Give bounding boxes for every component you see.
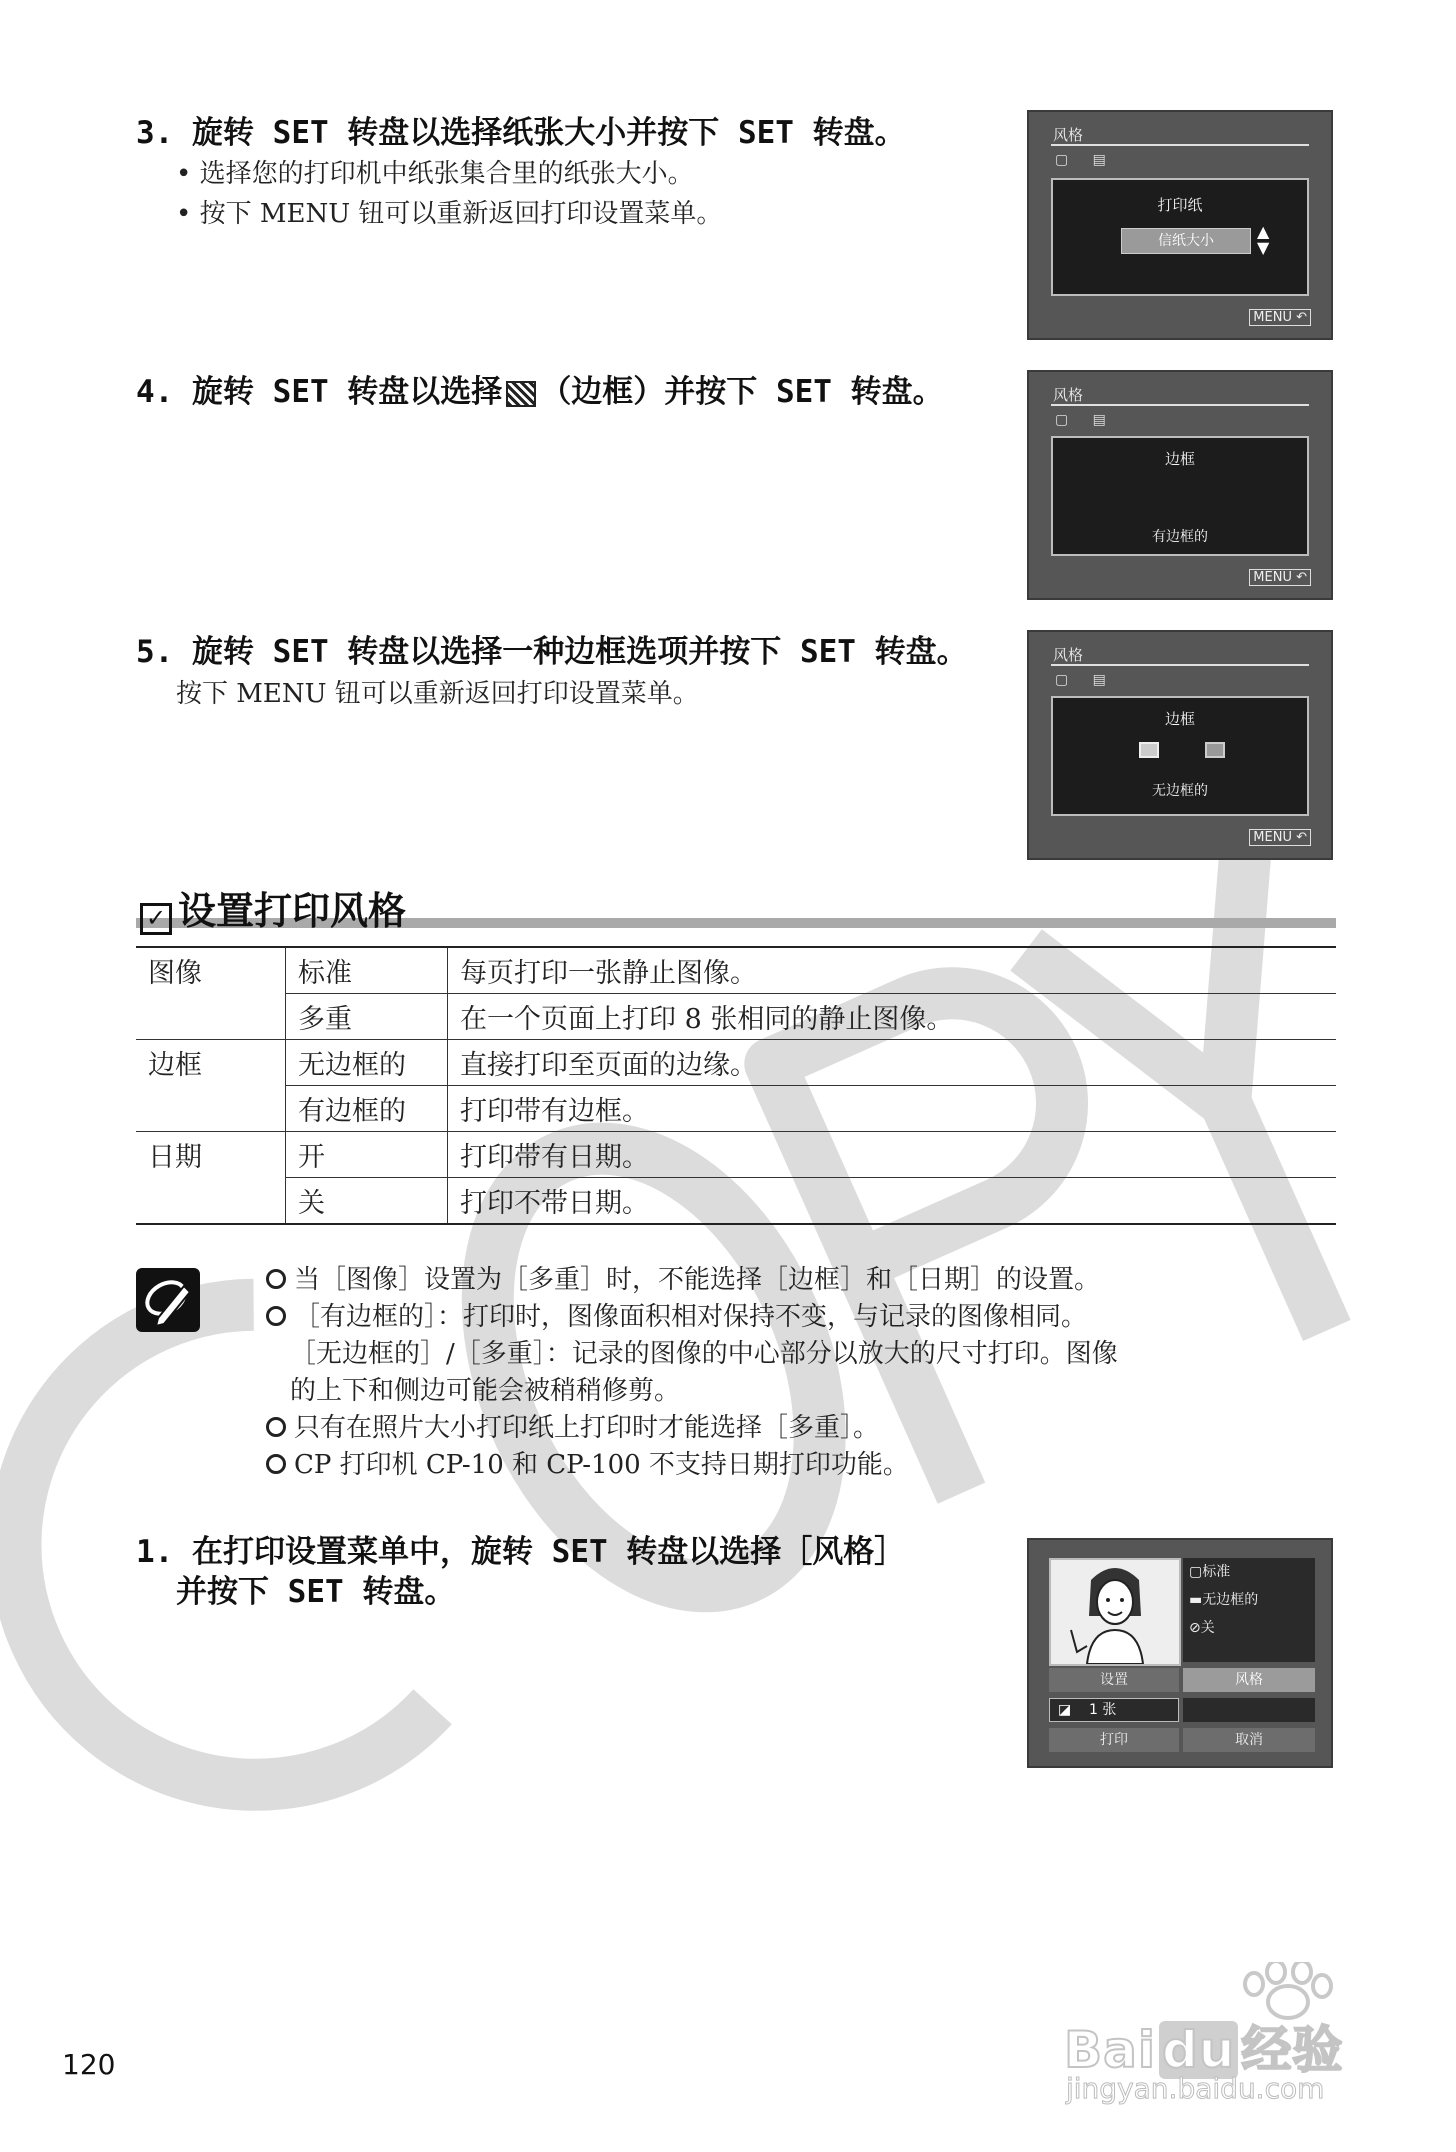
table-desc-cell: 在一个页面上打印 8 张相同的静止图像。 (448, 994, 1337, 1040)
step-5-title: 5. 旋转 SET 转盘以选择一种边框选项并按下 SET 转盘。 (136, 634, 968, 670)
style-option-date: ⊘关 (1189, 1620, 1215, 1636)
paper-size-value: 信纸大小 (1121, 228, 1251, 254)
circle-bullet-icon (266, 1454, 286, 1474)
cancel-button[interactable]: 取消 (1183, 1728, 1315, 1752)
lcd-header: 风格 (1053, 126, 1084, 144)
table-desc-cell: 打印带有边框。 (448, 1086, 1337, 1132)
lcd-title: 打印纸 (1157, 196, 1203, 214)
circle-bullet-icon (266, 1269, 286, 1289)
table-option-cell: 有边框的 (286, 1086, 448, 1132)
blank-cell (1183, 1698, 1315, 1722)
table-row (136, 1086, 1336, 1132)
table-desc-cell: 打印不带日期。 (448, 1178, 1337, 1225)
table-group-cell (136, 1178, 286, 1225)
table-option-cell: 开 (286, 1132, 448, 1178)
table-row (136, 1178, 1336, 1225)
table-row (136, 1132, 1336, 1178)
settings-button[interactable]: 设置 (1049, 1668, 1179, 1692)
table-option-cell: 无边框的 (286, 1040, 448, 1086)
bordered-icon (1205, 742, 1225, 758)
step-3-bullet-2: • 按下 MENU 钮可以重新返回打印设置菜单。 (176, 199, 723, 229)
step-3-title: 3. 旋转 SET 转盘以选择纸张大小并按下 SET 转盘。 (136, 115, 906, 151)
note-2b: ［无边框的］/［多重］：记录的图像的中心部分以放大的尺寸打印。图像 (290, 1339, 1118, 1369)
checkbox-icon: ✓ (140, 903, 172, 935)
style-option-border: ▬无边框的 (1189, 1592, 1259, 1608)
borderless-icon (1139, 742, 1159, 758)
menu-back-icon: MENU ↶ (1249, 309, 1311, 326)
step-4-title: 4. 旋转 SET 转盘以选择 （边框）并按下 SET 转盘。 (136, 374, 944, 410)
note-3: 只有在照片大小打印纸上打印时才能选择［多重］。 (266, 1410, 1118, 1447)
section-title: ✓ 设置打印风格 (140, 880, 406, 935)
table-row (136, 947, 1336, 994)
menu-back-icon: MENU ↶ (1249, 829, 1311, 846)
copies-field[interactable]: ◪ 1 张 (1049, 1698, 1179, 1722)
lcd-header: 风格 (1053, 386, 1084, 404)
note-2: ［有边框的］：打印时，图像面积相对保持不变，与记录的图像相同。 (266, 1299, 1118, 1336)
baidu-url: jingyan.baidu.com (1066, 2072, 1325, 2105)
table-group-cell: 日期 (136, 1132, 286, 1178)
style-option-image: ▢标准 (1189, 1564, 1231, 1580)
table-desc-cell: 每页打印一张静止图像。 (448, 947, 1337, 994)
photo-thumbnail (1049, 1558, 1181, 1666)
style-options-panel (1183, 1558, 1315, 1662)
lcd-value: 无边框的 (1152, 783, 1208, 799)
baidu-brand-text: Bai du 经验 (1064, 2021, 1344, 2079)
paper-icons: ▢ ▤ (1055, 672, 1116, 688)
baidu-jingyan-logo (1058, 1962, 1418, 2112)
lcd-value: 有边框的 (1152, 529, 1208, 545)
paper-icons: ▢ ▤ (1055, 412, 1116, 428)
table-group-cell: 边框 (136, 1040, 286, 1086)
lcd-title: 边框 (1164, 710, 1195, 728)
page-number: 120 (62, 2048, 116, 2081)
paper-icons: ▢ ▤ (1055, 152, 1116, 168)
note-1: 当［图像］设置为［多重］时，不能选择［边框］和［日期］的设置。 (266, 1262, 1118, 1299)
table-option-cell: 关 (286, 1178, 448, 1225)
lcd-paper-size-screen (1027, 110, 1333, 340)
border-option-icon: ▬ (1189, 1592, 1203, 1608)
lcd-border-screen-2 (1027, 630, 1333, 860)
copies-icon: ◪ (1058, 1702, 1072, 1718)
step-1-title-line1: 1. 在打印设置菜单中，旋转 SET 转盘以选择［风格］ (136, 1534, 906, 1570)
table-row (136, 994, 1336, 1040)
table-group-cell (136, 1086, 286, 1132)
table-row (136, 1040, 1336, 1086)
style-button[interactable]: 风格 (1183, 1668, 1315, 1692)
table-option-cell: 标准 (286, 947, 448, 994)
step-5-sub: 按下 MENU 钮可以重新返回打印设置菜单。 (176, 679, 699, 709)
lcd-title: 边框 (1164, 450, 1195, 468)
date-icon: ⊘ (1189, 1620, 1201, 1636)
up-down-icon: ▲ ▼ (1257, 222, 1270, 257)
table-option-cell: 多重 (286, 994, 448, 1040)
table-group-cell: 图像 (136, 947, 286, 994)
print-button[interactable]: 打印 (1049, 1728, 1179, 1752)
table-desc-cell: 打印带有日期。 (448, 1132, 1337, 1178)
note-4: CP 打印机 CP-10 和 CP-100 不支持日期打印功能。 (266, 1447, 1118, 1484)
step-1-title-line2: 并按下 SET 转盘。 (176, 1574, 456, 1610)
step-3-bullet-1: • 选择您的打印机中纸张集合里的纸张大小。 (176, 159, 694, 189)
note-2c: 的上下和侧边可能会被稍稍修剪。 (290, 1376, 681, 1406)
note-pencil-icon (136, 1268, 200, 1332)
menu-back-icon: MENU ↶ (1249, 569, 1311, 586)
single-image-icon: ▢ (1189, 1564, 1203, 1580)
table-desc-cell: 直接打印至页面的边缘。 (448, 1040, 1337, 1086)
border-icon (506, 381, 536, 407)
lcd-border-screen-1 (1027, 370, 1333, 600)
watermark-text: COPY (0, 0, 3, 1)
lcd-header: 风格 (1053, 646, 1084, 664)
table-group-cell (136, 994, 286, 1040)
notes-block (266, 1262, 1118, 1484)
circle-bullet-icon (266, 1417, 286, 1437)
style-settings-table (136, 946, 1336, 1225)
lcd-print-style-screen (1027, 1538, 1333, 1768)
circle-bullet-icon (266, 1306, 286, 1326)
